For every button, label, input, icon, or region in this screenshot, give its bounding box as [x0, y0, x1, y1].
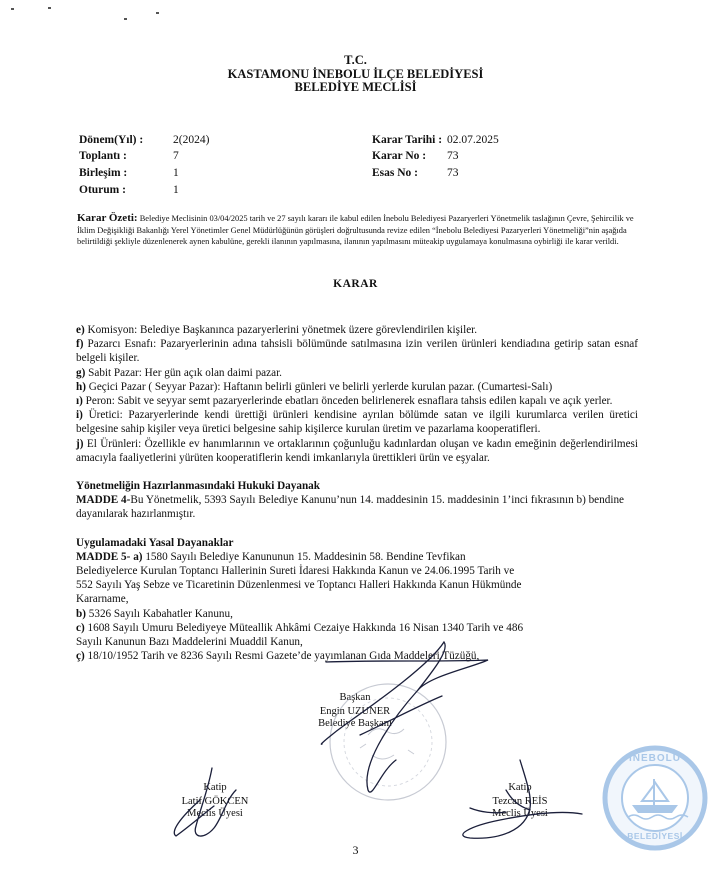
clerk1-role: Katip	[203, 782, 227, 793]
definition-item: j) El Ürünleri: Özellikle ev hanımlarının ve ortaklarının çoğunluğu kadınlardan oluşan ve kadın emeğinin değerlendirilmesi amacıyla faaliyetlerini yürüten kooperatiflerin kendi imkanlarıyla ürettikleri ürün ve eşyalar.	[76, 437, 639, 464]
signature-scribble-clerk-1	[174, 768, 236, 836]
definition-item: e) Komisyon: Belediye Başkanınca pazaryerlerini yönetmek üzere görevlendirilen kişiler.	[76, 324, 478, 336]
meta-toplanti-value: 7	[173, 150, 179, 162]
legal-ref-item: MADDE 5- a) 1580 Sayılı Belediye Kanununun 15. Maddesinin 58. Bendine Tevfikan Belediyelerce Kurulan Toptancı Hallerinin Sureti İdaresi Hakkında Kanun ve 24.06.1995 Tarih ve 552 Sayılı Yaş Sebze ve Ticaretinin Düzenlenmesi ve Toptancı Halleri Hakkında Kanun Hükmünde Kararname,	[76, 550, 522, 606]
definition-item: f) Pazarcı Esnafı: Pazaryerlerinin adına tahsisli bölümünde satılmasına izin verilen ürünleri kendiadına getirip satan esnaf belgeli kişiler.	[76, 338, 638, 365]
meta-karar-tarihi-label: Karar Tarihi :	[372, 134, 443, 146]
header-municipality: KASTAMONU İNEBOLU İLÇE BELEDİYESİ	[227, 67, 484, 81]
definition-item: i) Üretici: Pazaryerlerinde kendi ürettiği ürünleri kendisine ayrılan bölümde satan ve ilgili kurumlarca verilen üretici belgesine sahip kişiler veya üretici belgesine sahip kişilerce kurulan üretim ve pazarlama kooperatifleri.	[76, 409, 639, 436]
legal-ref-item: b) 5326 Sayılı Kabahatler Kanunu,	[76, 607, 233, 620]
meta-esas-no-value: 73	[447, 167, 459, 179]
decision-summary: Karar Özeti: Belediye Meclisinin 03/04/2025 tarih ve 27 sayılı kararı ile kabul edilen İnebolu Belediyesi Pazaryerleri Yönetmelik taslağının Çevre, Şehircilik ve İklim Değişikliği Bakanlığı Yerel Yönetimler Genel Müdürlüğünün görüşleri doğrultusunda revize edilen “İnebolu Belediyesi Pazaryerleri Yönetmeliği”nin aşağıda belirtildiği şekliyle düzenlenerek aynen kabulüne, gerekli ilanının yapılmasına, ilanının yapılmasını müteakip uygulamaya konulmasına oybirliği ile karar verildi.	[77, 212, 634, 247]
signature-scribble-clerk-2	[463, 760, 582, 838]
legal-ref-item: c) 1608 Sayılı Umuru Belediyeye Müteallik Ahkâmi Cezaiye Hakkında 16 Nisan 1340 Tarih ve 486 Sayılı Kanunun Bazı Maddelerini Muaddil Kanun,	[76, 621, 524, 649]
seal-text-bottom: BELEDİYESİ	[627, 831, 683, 841]
meta-birlesim-label: Birleşim :	[79, 167, 128, 179]
page-number: 3	[352, 843, 359, 857]
clerk2-title: Meclis Üyesi	[492, 808, 548, 819]
president-name: Engin UZUNER	[319, 706, 391, 717]
clerk2-role: Katip	[508, 782, 532, 793]
karar-title: KARAR	[333, 278, 378, 290]
seal-text-top: İNEBOLU	[629, 753, 681, 764]
meta-karar-tarihi-value: 02.07.2025	[447, 134, 499, 146]
header-council: BELEDİYE MECLİSİ	[294, 80, 417, 94]
legal-basis-title: Yönetmeliğin Hazırlanmasındaki Hukuki Dayanak	[76, 480, 321, 493]
madde4-label: MADDE 4-	[76, 494, 131, 507]
summary-text: Belediye Meclisinin 03/04/2025 tarih ve 27 sayılı kararı ile kabul edilen İnebolu Belediyesi Pazaryerleri Yönetmelik taslağının Çevre, Şehircilik ve İklim Değişikliği Bakanlığı Yerel Yönetimler Genel Müdürlüğünün görüşleri doğrultusunda revize edilen “İnebolu Belediyesi Pazaryerleri Yönetmeliği”nin aşağıda belirtildiği şekliyle düzenlenerek aynen kabulüne, gerekli ilanının yapılmasına, ilanının yapılmasını müteakip uygulamaya konulmasına oybirliği ile karar verildi.	[77, 214, 634, 247]
meta-esas-no-label: Esas No :	[372, 167, 419, 179]
meta-donem-value: 2(2024)	[173, 134, 210, 146]
meta-donem-label: Dönem(Yıl) :	[79, 134, 144, 146]
definition-item: ı) Peron: Sabit ve seyyar semt pazaryerlerinde ebatları önceden belirlenerek esnaflara tahsis edilen kapalı ve açık yerler.	[76, 395, 613, 408]
legal-ref-item: ç) 18/10/1952 Tarih ve 8236 Sayılı Resmi Gazete’de yayımlanan Gıda Maddeleri Tüzüğü,	[76, 650, 480, 663]
meta-oturum-value: 1	[173, 184, 179, 196]
legal-refs-title: Uygulamadaki Yasal Dayanaklar	[76, 536, 234, 549]
meta-karar-no-value: 73	[447, 150, 459, 162]
header-tc: T.C.	[344, 53, 367, 67]
definition-item: g) Sabit Pazar: Her gün açık olan daimi pazar.	[76, 366, 282, 379]
meta-karar-no-label: Karar No :	[372, 150, 427, 162]
president-title: Belediye Başkanı	[318, 718, 392, 729]
clerk1-title: Meclis Üyesi	[187, 808, 243, 819]
madde4-text: Bu Yönetmelik, 5393 Sayılı Belediye Kanunu’nun 14. maddesinin 15. maddesinin 1’inci fıkrasının b) bendine dayanılarak hazırlanmıştır.	[76, 494, 625, 521]
summary-label: Karar Özeti	[77, 212, 134, 224]
clerk2-name: Tezcan REİS	[492, 796, 548, 807]
signature-scribble-president	[321, 642, 488, 792]
meta-toplanti-label: Toplantı :	[79, 150, 127, 162]
president-role: Başkan	[339, 692, 371, 703]
definition-item: h) Geçici Pazar ( Seyyar Pazar): Haftanın belirli günleri ve belirli yerlerde kurulan pazar. (Cumartesi-Salı)	[76, 380, 553, 393]
meta-oturum-label: Oturum :	[79, 184, 126, 196]
municipality-seal	[602, 745, 708, 851]
clerk1-name: Latif GÖKCEN	[181, 796, 249, 807]
meta-birlesim-value: 1	[173, 167, 179, 179]
